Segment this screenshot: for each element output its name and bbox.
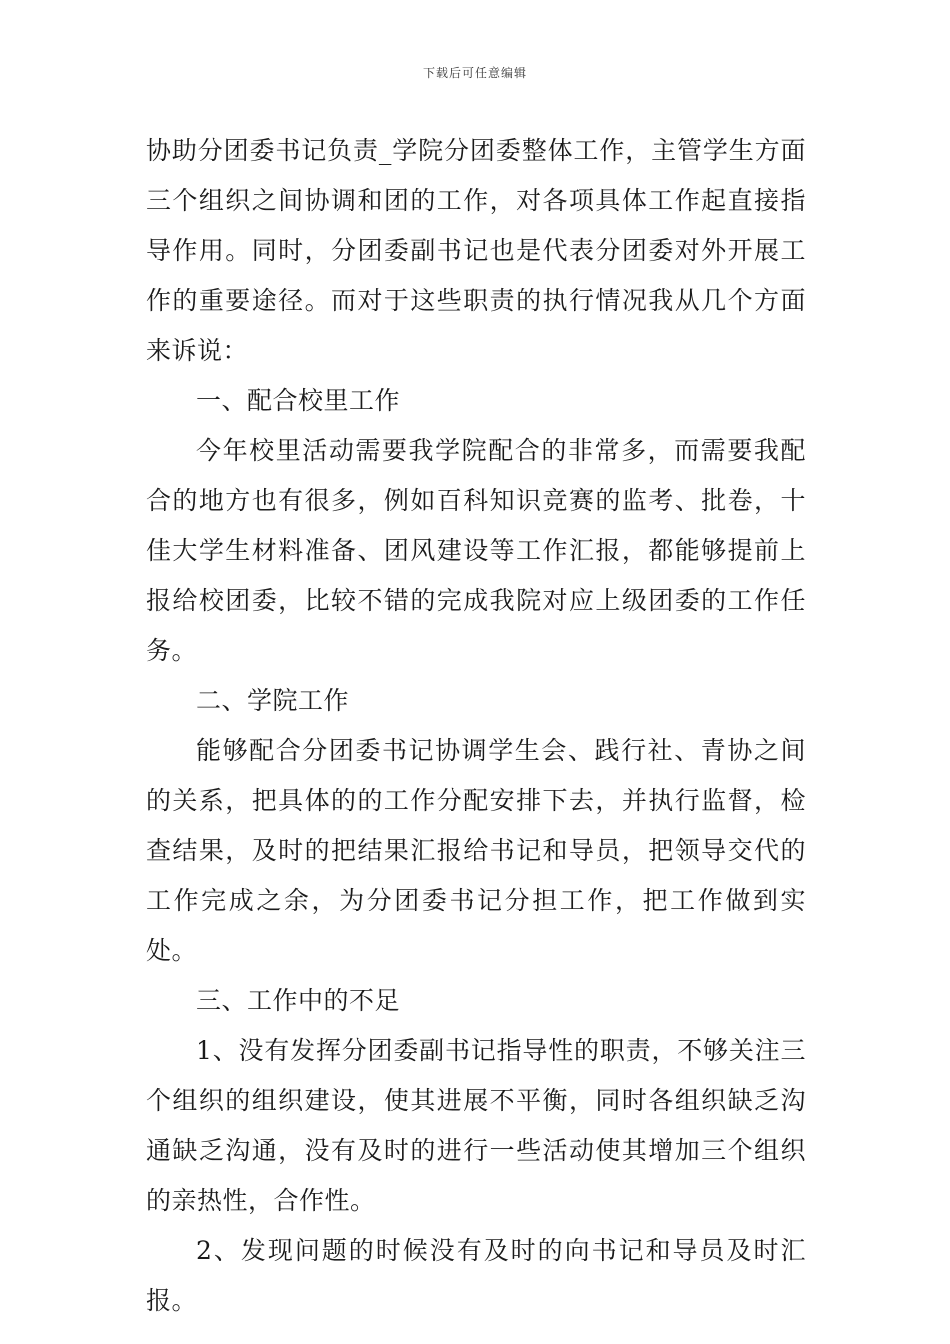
paragraph-shortcoming-1: 1、没有发挥分团委副书记指导性的职责，不够关注三个组织的组织建设，使其进展不平衡，同时各组织缺乏沟通缺乏沟通，没有及时的进行一些活动使其增加三个组织的亲热性，合作性。 — [146, 1036, 806, 1215]
paragraph-intro: 协助分团委书记负责_学院分团委整体工作，主管学生方面三个组织之间协调和团的工作，对各项具体工作起直接指导作用。同时，分团委副书记也是代表分团委对外开展工作的重要途径。而对于这些职责的执行情况我从几个方面来诉说： — [146, 136, 806, 365]
section-heading-2: 二、学院工作 — [196, 686, 350, 715]
paragraph-section-1: 今年校里活动需要我学院配合的非常多，而需要我配合的地方也有很多，例如百科知识竞赛的监考、批卷，十佳大学生材料准备、团风建设等工作汇报，都能够提前上报给校团委，比较不错的完成我院对应上级团委的工作任务。 — [146, 436, 806, 665]
document-body — [146, 126, 806, 1326]
paragraph-section-2: 能够配合分团委书记协调学生会、践行社、青协之间的关系，把具体的的工作分配安排下去，并执行监督，检查结果，及时的把结果汇报给书记和导员，把领导交代的工作完成之余，为分团委书记分担工作，把工作做到实处。 — [146, 736, 806, 965]
section-heading-3: 三、工作中的不足 — [196, 986, 401, 1015]
section-heading-1: 一、配合校里工作 — [196, 386, 401, 415]
header-note: 下载后可任意编辑 — [422, 66, 527, 80]
paragraph-shortcoming-2: 2、发现问题的时候没有及时的向书记和导员及时汇报。 — [146, 1236, 806, 1315]
